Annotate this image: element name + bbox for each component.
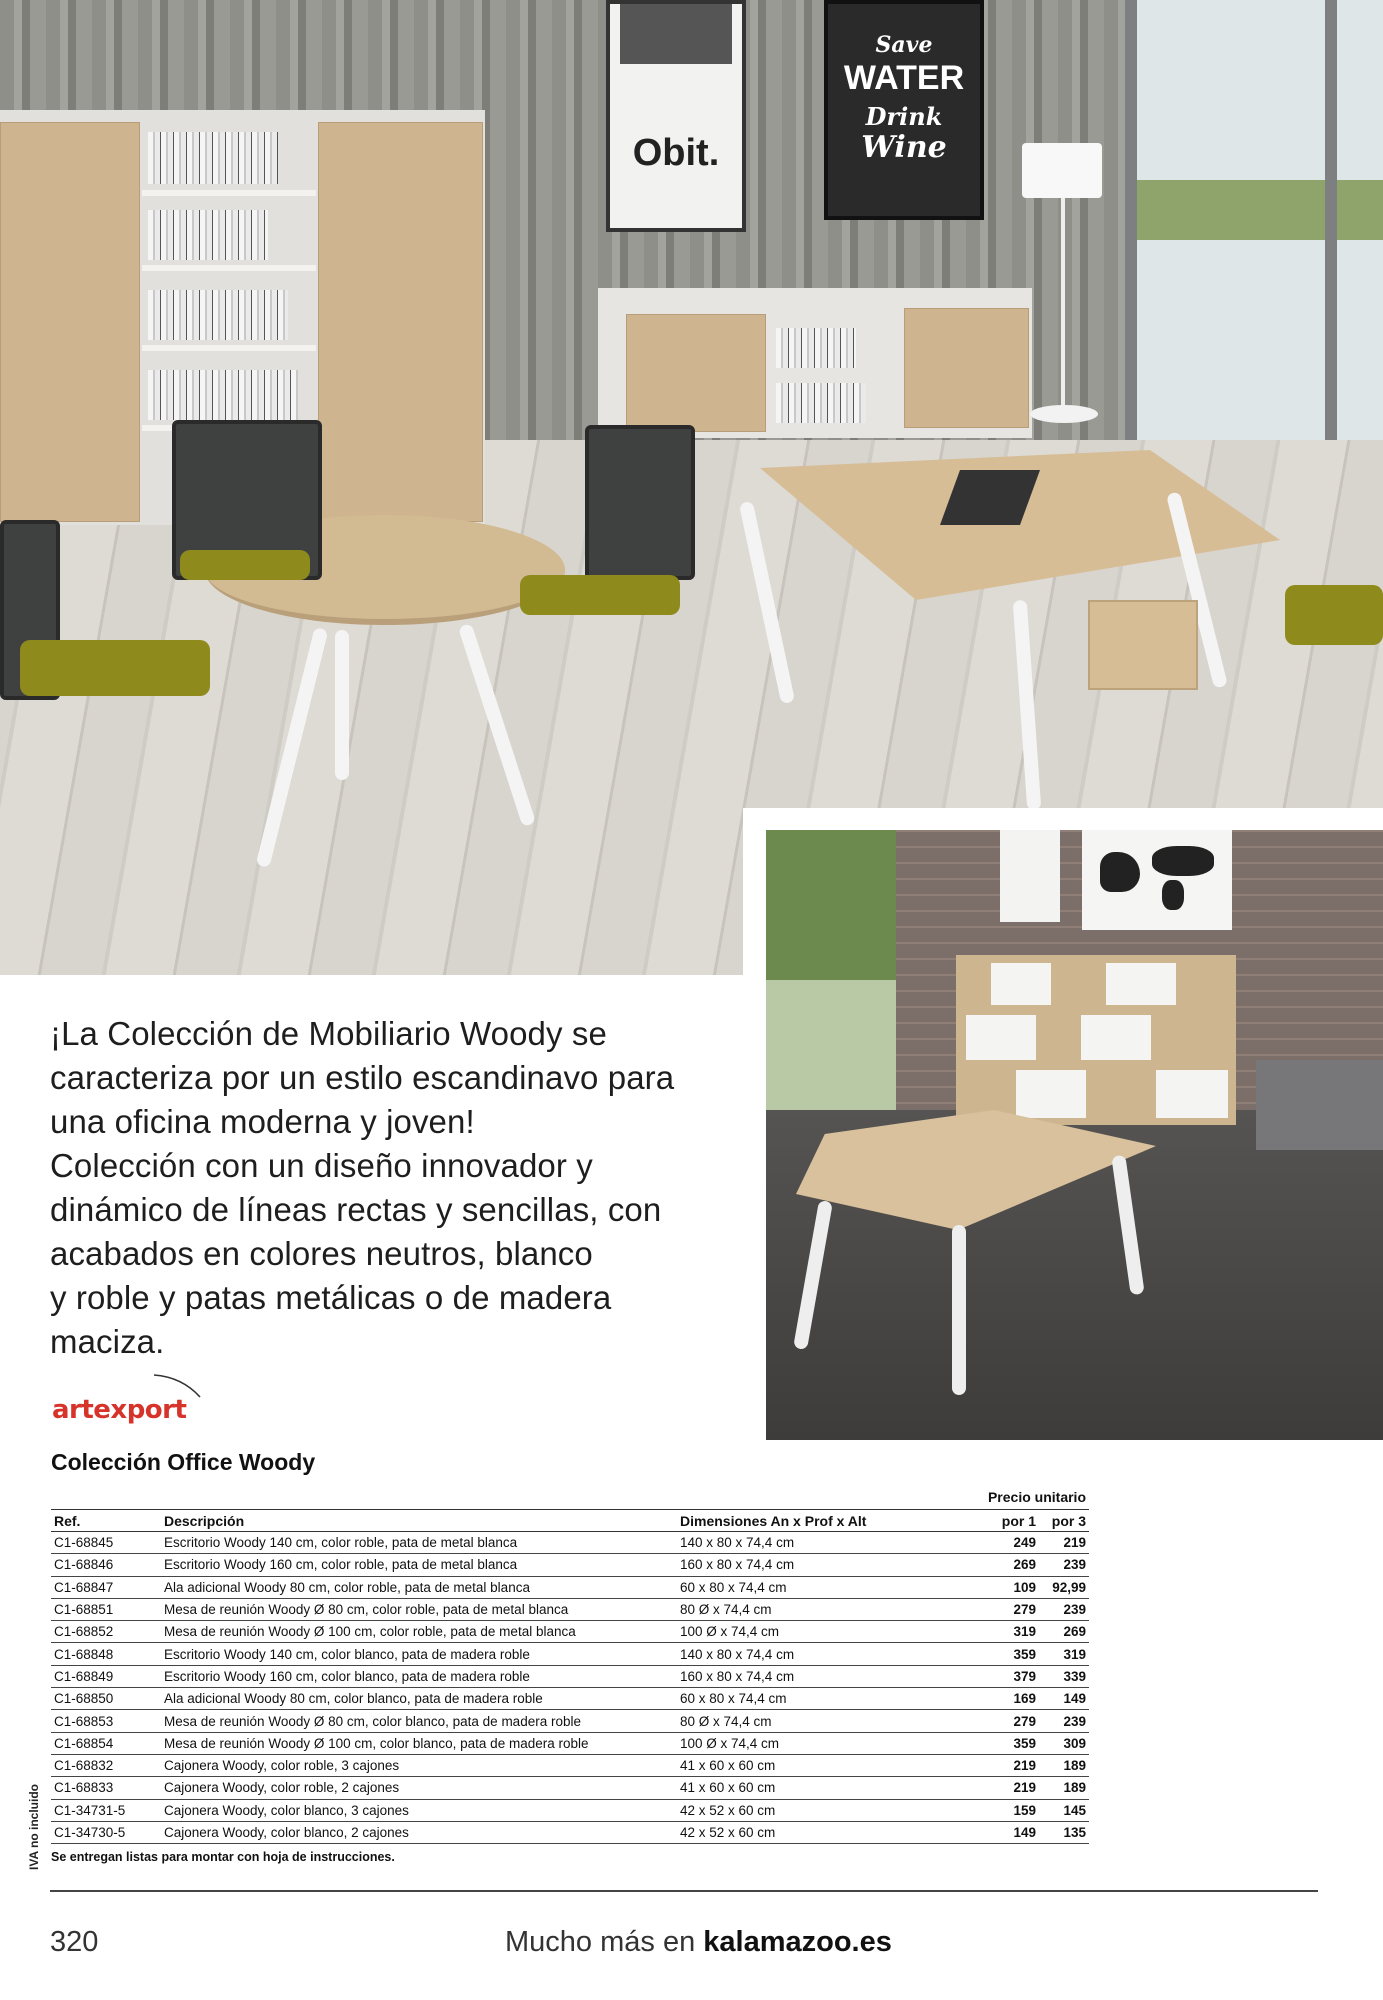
- inset-window: [766, 830, 896, 1130]
- vat-note: IVA no incluido: [27, 1784, 41, 1870]
- cell-dims: 60 x 80 x 74,4 cm: [677, 1576, 987, 1598]
- footer-divider: [50, 1890, 1318, 1892]
- cell-price-1: 109: [987, 1576, 1039, 1598]
- collection-title: Colección Office Woody: [51, 1449, 316, 1475]
- cell-ref: C1-68845: [51, 1532, 161, 1554]
- cell-ref: C1-68846: [51, 1554, 161, 1576]
- cell-price-3: 339: [1039, 1665, 1089, 1687]
- cell-price-1: 319: [987, 1621, 1039, 1643]
- cell-desc: Escritorio Woody 160 cm, color blanco, pata de madera roble: [161, 1665, 677, 1687]
- cell-price-3: 319: [1039, 1643, 1089, 1665]
- col-dims-header: Dimensiones An x Prof x Alt: [677, 1510, 987, 1532]
- cell-dims: 41 x 60 x 60 cm: [677, 1777, 987, 1799]
- assembly-note: Se entregan listas para montar con hoja de instrucciones.: [51, 1850, 395, 1865]
- cell-price-1: 379: [987, 1665, 1039, 1687]
- table-header-row: [51, 1510, 1089, 1532]
- table-row: [51, 1710, 1089, 1732]
- table-row: [51, 1598, 1089, 1620]
- cell-desc: Cajonera Woody, color blanco, 2 cajones: [161, 1821, 677, 1843]
- cell-dims: 42 x 52 x 60 cm: [677, 1799, 987, 1821]
- table-row: [51, 1532, 1089, 1554]
- cell-price-3: 149: [1039, 1688, 1089, 1710]
- cell-dims: 100 Ø x 74,4 cm: [677, 1732, 987, 1754]
- cell-ref: C1-68833: [51, 1777, 161, 1799]
- cell-price-3: 239: [1039, 1554, 1089, 1576]
- cell-desc: Mesa de reunión Woody Ø 100 cm, color blanco, pata de madera roble: [161, 1732, 677, 1754]
- promo-prefix: Mucho más en: [505, 1926, 696, 1958]
- cell-price-1: 219: [987, 1754, 1039, 1776]
- cell-ref: C1-68850: [51, 1688, 161, 1710]
- cell-dims: 140 x 80 x 74,4 cm: [677, 1643, 987, 1665]
- cell-desc: Cajonera Woody, color roble, 3 cajones: [161, 1754, 677, 1776]
- cell-ref: C1-68854: [51, 1732, 161, 1754]
- cell-dims: 140 x 80 x 74,4 cm: [677, 1532, 987, 1554]
- table-row: [51, 1665, 1089, 1687]
- cell-price-3: 145: [1039, 1799, 1089, 1821]
- cell-ref: C1-68849: [51, 1665, 161, 1687]
- table-row: [51, 1643, 1089, 1665]
- price-table: [51, 1487, 1089, 1864]
- intro-paragraph: ¡La Colección de Mobiliario Woody se caracteriza por un estilo escandinavo para una oficina moderna y joven! Colección con un diseño innovador y dinámico de líneas rectas y sencillas, con acabados en colores neutros, blanco y roble y patas metálicas o de madera maciza.: [50, 1015, 675, 1360]
- table-row: [51, 1777, 1089, 1799]
- cell-dims: 80 Ø x 74,4 cm: [677, 1598, 987, 1620]
- window-view: [1125, 0, 1383, 470]
- brand-logo: [52, 1395, 186, 1425]
- cell-price-3: 219: [1039, 1532, 1089, 1554]
- cell-price-1: 249: [987, 1532, 1039, 1554]
- quote-poster: [1000, 830, 1060, 922]
- world-map-canvas: [1082, 830, 1232, 930]
- cell-ref: C1-68848: [51, 1643, 161, 1665]
- drawer-unit: [1088, 600, 1198, 690]
- table-row: [51, 1732, 1089, 1754]
- table-row: [51, 1821, 1089, 1843]
- col-desc-header: Descripción: [161, 1510, 677, 1532]
- cell-price-3: 135: [1039, 1821, 1089, 1843]
- cell-dims: 100 Ø x 74,4 cm: [677, 1621, 987, 1643]
- brand-swoosh-icon: [152, 1373, 202, 1399]
- cell-dims: 160 x 80 x 74,4 cm: [677, 1665, 987, 1687]
- product-table: [51, 1509, 1089, 1844]
- footer-promo: [505, 1926, 892, 1959]
- cell-desc: Mesa de reunión Woody Ø 80 cm, color roble, pata de metal blanca: [161, 1598, 677, 1620]
- cell-price-3: 189: [1039, 1754, 1089, 1776]
- cell-price-1: 359: [987, 1732, 1039, 1754]
- cell-price-3: 92,99: [1039, 1576, 1089, 1598]
- cell-price-1: 279: [987, 1710, 1039, 1732]
- price-header: Precio unitario: [987, 1489, 1086, 1505]
- cell-desc: Escritorio Woody 140 cm, color roble, pata de metal blanca: [161, 1532, 677, 1554]
- cell-desc: Escritorio Woody 160 cm, color roble, pata de metal blanca: [161, 1554, 677, 1576]
- col-ref-header: Ref.: [51, 1510, 161, 1532]
- table-row: [51, 1554, 1089, 1576]
- low-credenza: [598, 288, 1032, 438]
- cell-ref: C1-68851: [51, 1598, 161, 1620]
- table-row: [51, 1621, 1089, 1643]
- cell-ref: C1-68847: [51, 1576, 161, 1598]
- cell-price-3: 269: [1039, 1621, 1089, 1643]
- cell-price-1: 149: [987, 1821, 1039, 1843]
- cell-dims: 80 Ø x 74,4 cm: [677, 1710, 987, 1732]
- cell-price-3: 309: [1039, 1732, 1089, 1754]
- cell-price-1: 169: [987, 1688, 1039, 1710]
- cell-desc: Mesa de reunión Woody Ø 80 cm, color blanco, pata de madera roble: [161, 1710, 677, 1732]
- cell-price-1: 219: [987, 1777, 1039, 1799]
- side-desk: [1256, 1060, 1383, 1150]
- col-p3-header: por 3: [1039, 1510, 1089, 1532]
- cell-ref: C1-34730-5: [51, 1821, 161, 1843]
- cell-ref: C1-68853: [51, 1710, 161, 1732]
- cell-ref: C1-68852: [51, 1621, 161, 1643]
- floor-lamp: [1022, 143, 1102, 198]
- cell-desc: Mesa de reunión Woody Ø 100 cm, color roble, pata de metal blanca: [161, 1621, 677, 1643]
- poster-obit-text: Obit.: [632, 132, 720, 174]
- cell-price-1: 269: [987, 1554, 1039, 1576]
- cell-price-1: 159: [987, 1799, 1039, 1821]
- brand-name: artexport: [52, 1395, 187, 1425]
- table-row: [51, 1688, 1089, 1710]
- inset-office-photo: [766, 830, 1383, 1440]
- table-row: [51, 1754, 1089, 1776]
- cell-price-1: 359: [987, 1643, 1039, 1665]
- cell-dims: 41 x 60 x 60 cm: [677, 1754, 987, 1776]
- poster-obit: [606, 0, 746, 232]
- cell-dims: 42 x 52 x 60 cm: [677, 1821, 987, 1843]
- table-row: [51, 1576, 1089, 1598]
- cell-desc: Escritorio Woody 140 cm, color blanco, pata de madera roble: [161, 1643, 677, 1665]
- poster-save-water-drink-wine: Save WATER Drink Wine: [824, 0, 984, 220]
- cell-desc: Cajonera Woody, color roble, 2 cajones: [161, 1777, 677, 1799]
- col-p1-header: por 1: [987, 1510, 1039, 1532]
- cell-price-3: 239: [1039, 1598, 1089, 1620]
- cell-price-3: 189: [1039, 1777, 1089, 1799]
- cell-price-3: 239: [1039, 1710, 1089, 1732]
- cell-dims: 60 x 80 x 74,4 cm: [677, 1688, 987, 1710]
- cell-desc: Cajonera Woody, color blanco, 3 cajones: [161, 1799, 677, 1821]
- page-number: 320: [50, 1926, 99, 1958]
- cell-desc: Ala adicional Woody 80 cm, color roble, pata de metal blanca: [161, 1576, 677, 1598]
- promo-site-link[interactable]: kalamazoo.es: [703, 1926, 892, 1958]
- chair: [585, 425, 695, 580]
- cell-ref: C1-68832: [51, 1754, 161, 1776]
- cell-price-1: 279: [987, 1598, 1039, 1620]
- cell-dims: 160 x 80 x 74,4 cm: [677, 1554, 987, 1576]
- office-chair: [1285, 585, 1383, 645]
- inset-bookcase: [956, 955, 1236, 1125]
- cell-ref: C1-34731-5: [51, 1799, 161, 1821]
- cell-desc: Ala adicional Woody 80 cm, color blanco, pata de madera roble: [161, 1688, 677, 1710]
- table-row: [51, 1799, 1089, 1821]
